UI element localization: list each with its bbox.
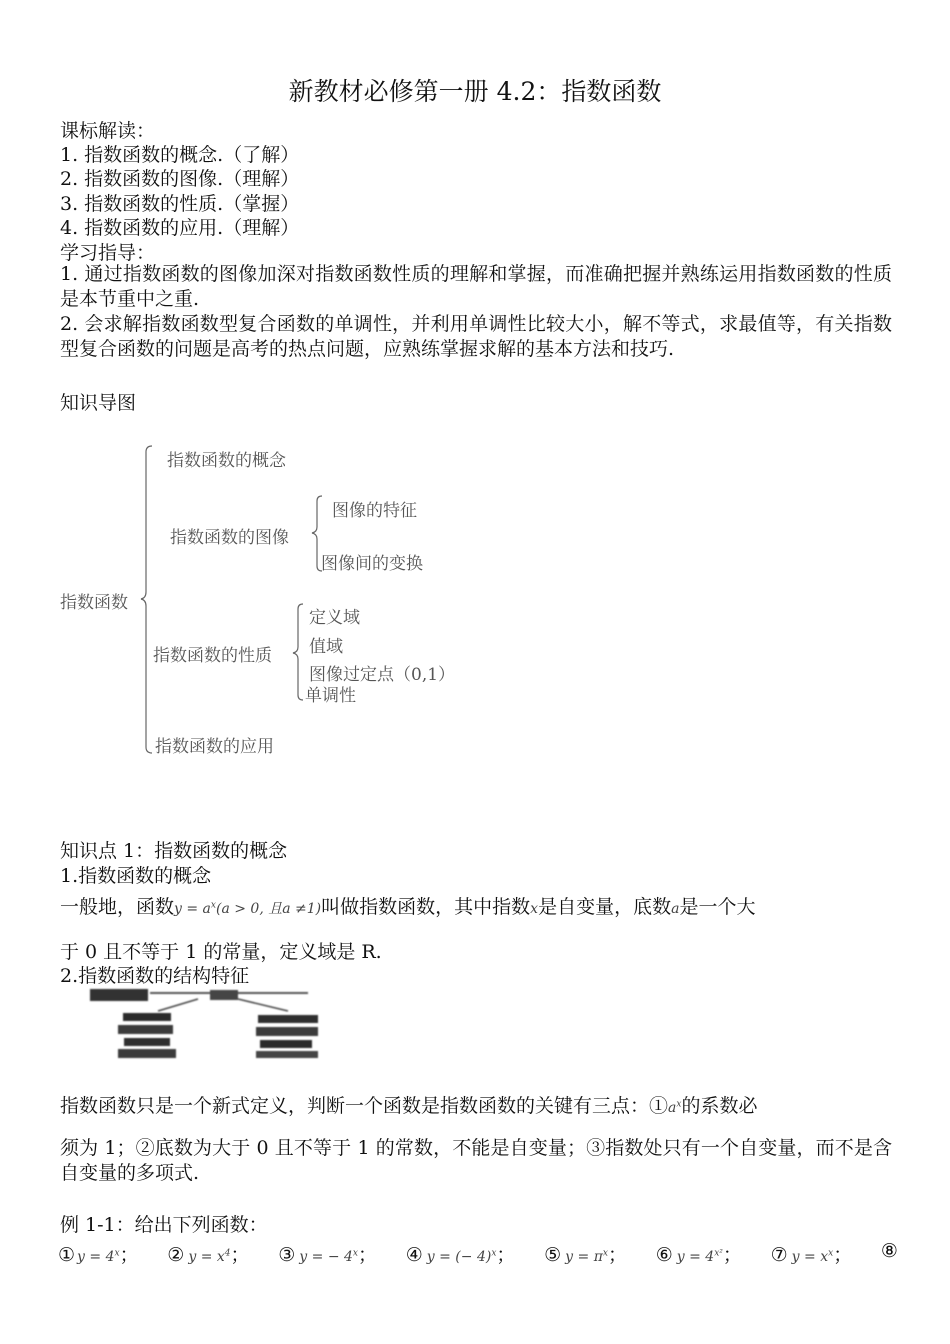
property-brace-path: [293, 604, 303, 700]
kp1-sub1: 1.指数函数的概念: [60, 865, 212, 887]
mindmap-graph: 指数函数的图像: [170, 528, 289, 548]
mindmap-concept: 指数函数的概念: [167, 451, 286, 471]
mindmap-application: 指数函数的应用: [155, 737, 274, 757]
def-text-d: 是一个大: [679, 896, 756, 918]
example-item: ① $y = 4^x$；: [58, 1244, 139, 1266]
example-heading: 例 1-1：给出下列函数：: [60, 1214, 268, 1236]
mindmap-range: 值域: [309, 637, 343, 657]
kp1-definition-line2: 于 0 且不等于 1 的常量，定义域是 R.: [60, 941, 382, 963]
mindmap-monotonic: 单调性: [305, 686, 356, 706]
mindmap-heading: 知识导图: [60, 392, 137, 414]
def-var-x: x: [530, 901, 539, 917]
reading-item: 4. 指数函数的应用.（理解）: [60, 217, 300, 239]
def-text-b: 叫做指数函数，其中指数: [321, 896, 531, 918]
reading-item: 3. 指数函数的性质.（掌握）: [60, 193, 300, 215]
def-text-a: 一般地，函数: [60, 896, 175, 918]
mindmap-domain: 定义域: [309, 608, 360, 628]
guide-paragraph-2: 2. 会求解指数函数型复合函数的单调性，并利用单调性比较大小，解不等式，求最值等，有关指数型复合函数的问题是高考的热点问题，应熟练掌握求解的基本方法和技巧.: [60, 313, 892, 360]
example-item: ⑥ $y = 4^{x^2}$；: [655, 1244, 742, 1266]
structure-diagram-image: [88, 985, 338, 1063]
def-formula: $y = a^x(a > 0$, 且a ≠1): [174, 900, 322, 917]
mindmap-root: 指数函数: [60, 593, 128, 613]
guide-paragraph-1: 1. 通过指数函数的图像加深对指数函数性质的理解和掌握，而准确把握并熟练运用指数函数的性质是本节重中之重.: [60, 263, 892, 310]
example-item: ④ y = (− 4)$^x$；: [405, 1244, 516, 1266]
kp1-key-points-line2: 须为 1；②底数为大于 0 且不等于 1 的常数，不能是自变量；③指数处只有一个自变量，而不是含自变量的多项式.: [60, 1137, 892, 1184]
example-item: ⑤ $y = \pi^x$；: [544, 1244, 628, 1266]
def-var-a: a: [671, 901, 680, 917]
example-item: ⑦ $y = x^x$；: [770, 1244, 853, 1266]
example-items: [58, 1240, 898, 1267]
page-title: 新教材必修第一册 4.2：指数函数: [288, 77, 662, 106]
reading-item: 1. 指数函数的概念.（了解）: [60, 144, 300, 166]
def-text-c: 是自变量，底数: [538, 896, 672, 918]
kp1-definition: [60, 892, 755, 919]
example-item: ③ y = − $4^x$；: [278, 1244, 378, 1266]
key-text-a: 指数函数只是一个新式定义，判断一个函数是指数函数的关键有三点：①: [60, 1095, 669, 1117]
key-formula: $a^x$: [668, 1099, 682, 1116]
mindmap-fixed-point: 图像过定点（0,1）: [309, 665, 456, 685]
example-item: ⑧: [880, 1240, 898, 1262]
reading-item: 2. 指数函数的图像.（理解）: [60, 168, 300, 190]
reading-heading: 课标解读：: [60, 120, 156, 142]
guide-heading: 学习指导：: [60, 242, 156, 264]
kp1-heading: 知识点 1：指数函数的概念: [60, 840, 288, 862]
kp1-key-points: [60, 1091, 757, 1118]
example-item: ② $y = x^4$；: [167, 1244, 250, 1266]
key-text-b: 的系数必: [681, 1095, 758, 1117]
kp1-sub2: 2.指数函数的结构特征: [60, 965, 250, 987]
mindmap-property: 指数函数的性质: [153, 646, 272, 666]
mindmap-graph-feature: 图像的特征: [332, 501, 417, 521]
root-brace-path: [141, 446, 152, 753]
mindmap-graph-transform: 图像间的变换: [321, 554, 423, 574]
